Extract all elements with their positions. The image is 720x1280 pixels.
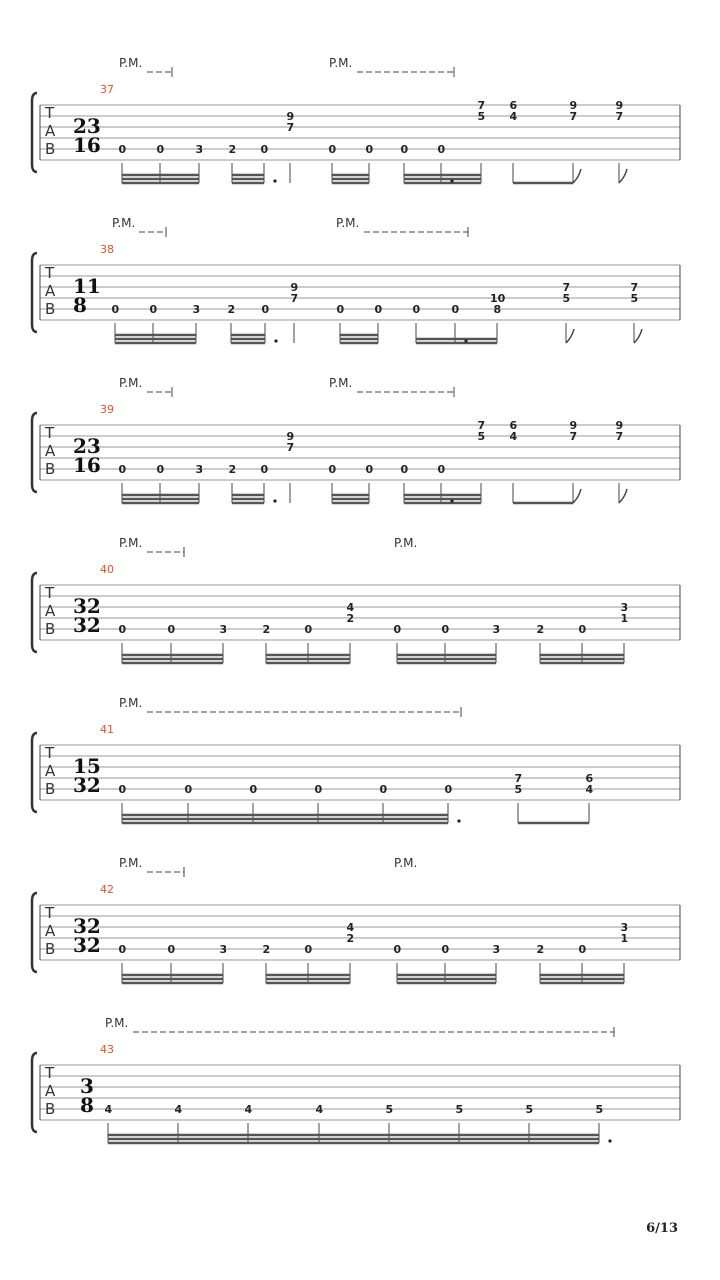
fret-number: 3	[492, 623, 501, 636]
fret-number: 0	[118, 463, 127, 476]
palm-mute-label: P.M.	[394, 536, 418, 550]
fret-number: 0	[441, 943, 450, 956]
fret-number: 7	[477, 419, 486, 432]
time-signature-top: 32	[73, 914, 101, 938]
fret-number: 7	[477, 99, 486, 112]
fret-number: 2	[346, 612, 355, 625]
fret-number: 0	[118, 783, 127, 796]
fret-number: 9	[615, 99, 624, 112]
fret-number: 0	[304, 623, 313, 636]
fret-number: 0	[365, 143, 374, 156]
fret-number: 3	[195, 143, 204, 156]
time-signature-top: 15	[73, 754, 101, 778]
fret-number: 7	[615, 430, 624, 443]
fret-number: 0	[578, 943, 587, 956]
fret-number: 5	[477, 430, 486, 443]
tab-clef-letter: B	[45, 620, 56, 638]
note-flag	[619, 169, 627, 183]
fret-number: 0	[118, 623, 127, 636]
fret-number: 4	[315, 1103, 324, 1116]
fret-number: 0	[260, 143, 269, 156]
tab-clef-letter: B	[45, 1100, 56, 1118]
system-brace	[32, 573, 37, 652]
fret-number: 0	[328, 143, 337, 156]
palm-mute-label: P.M.	[105, 1016, 129, 1030]
bar-number: 38	[100, 243, 114, 256]
fret-number: 0	[167, 623, 176, 636]
time-signature-top: 3	[80, 1074, 94, 1098]
fret-number: 4	[244, 1103, 253, 1116]
fret-number: 0	[336, 303, 345, 316]
fret-number: 4	[174, 1103, 183, 1116]
bar-number: 39	[100, 403, 114, 416]
note-flag	[573, 169, 581, 183]
palm-mute-label: P.M.	[119, 536, 143, 550]
system-brace	[32, 93, 37, 172]
system-brace	[32, 413, 37, 492]
fret-number: 2	[536, 943, 545, 956]
note-flag	[566, 329, 574, 343]
bar-number: 43	[100, 1043, 114, 1056]
fret-number: 3	[620, 921, 629, 934]
fret-number: 9	[615, 419, 624, 432]
system-brace	[32, 733, 37, 812]
fret-number: 7	[290, 292, 299, 305]
time-signature-top: 23	[73, 434, 101, 458]
palm-mute-label: P.M.	[119, 856, 143, 870]
palm-mute-label: P.M.	[329, 56, 353, 70]
augmentation-dot	[608, 1139, 611, 1142]
fret-number: 0	[578, 623, 587, 636]
tab-clef-letter: B	[45, 300, 56, 318]
fret-number: 7	[286, 441, 295, 454]
fret-number: 2	[262, 623, 271, 636]
fret-number: 7	[569, 110, 578, 123]
tab-clef-letter: A	[45, 122, 56, 140]
fret-number: 8	[493, 303, 502, 316]
fret-number: 2	[536, 623, 545, 636]
tab-clef-letter: T	[45, 424, 55, 442]
augmentation-dot	[450, 499, 453, 502]
tab-clef-letter: B	[45, 460, 56, 478]
augmentation-dot	[457, 819, 460, 822]
fret-number: 0	[118, 143, 127, 156]
fret-number: 0	[444, 783, 453, 796]
tab-clef-letter: B	[45, 780, 56, 798]
fret-number: 7	[514, 772, 523, 785]
palm-mute-label: P.M.	[119, 56, 143, 70]
fret-number: 0	[437, 463, 446, 476]
fret-number: 0	[441, 623, 450, 636]
fret-number: 4	[509, 110, 518, 123]
tab-clef-letter: T	[45, 904, 55, 922]
fret-number: 0	[149, 303, 158, 316]
time-signature-bottom: 8	[80, 1093, 94, 1117]
fret-number: 5	[525, 1103, 534, 1116]
fret-number: 0	[111, 303, 120, 316]
fret-number: 0	[412, 303, 421, 316]
fret-number: 0	[379, 783, 388, 796]
bar-number: 41	[100, 723, 114, 736]
time-signature-top: 23	[73, 114, 101, 138]
fret-number: 5	[562, 292, 571, 305]
tab-clef-letter: T	[45, 584, 55, 602]
fret-number: 2	[346, 932, 355, 945]
fret-number: 0	[261, 303, 270, 316]
fret-number: 3	[492, 943, 501, 956]
time-signature-top: 11	[73, 274, 101, 298]
tab-clef-letter: A	[45, 1082, 56, 1100]
fret-number: 9	[286, 430, 295, 443]
fret-number: 6	[509, 419, 518, 432]
fret-number: 0	[365, 463, 374, 476]
augmentation-dot	[464, 339, 467, 342]
fret-number: 4	[346, 921, 355, 934]
tab-clef-letter: B	[45, 140, 56, 158]
palm-mute-label: P.M.	[394, 856, 418, 870]
fret-number: 7	[286, 121, 295, 134]
fret-number: 9	[286, 110, 295, 123]
fret-number: 3	[195, 463, 204, 476]
fret-number: 0	[156, 143, 165, 156]
fret-number: 2	[227, 303, 236, 316]
tab-clef-letter: A	[45, 442, 56, 460]
tab-clef-letter: T	[45, 744, 55, 762]
fret-number: 6	[509, 99, 518, 112]
tab-clef-letter: T	[45, 264, 55, 282]
fret-number: 0	[184, 783, 193, 796]
fret-number: 0	[451, 303, 460, 316]
augmentation-dot	[273, 499, 276, 502]
system-brace	[32, 893, 37, 972]
fret-number: 0	[393, 943, 402, 956]
augmentation-dot	[450, 179, 453, 182]
fret-number: 0	[328, 463, 337, 476]
fret-number: 7	[569, 430, 578, 443]
fret-number: 3	[219, 623, 228, 636]
fret-number: 3	[219, 943, 228, 956]
tab-clef-letter: A	[45, 922, 56, 940]
fret-number: 10	[490, 292, 506, 305]
fret-number: 0	[304, 943, 313, 956]
fret-number: 4	[346, 601, 355, 614]
fret-number: 0	[393, 623, 402, 636]
fret-number: 2	[228, 463, 237, 476]
time-signature-bottom: 16	[73, 133, 101, 157]
tab-clef-letter: A	[45, 602, 56, 620]
fret-number: 2	[228, 143, 237, 156]
fret-number: 4	[585, 783, 594, 796]
fret-number: 0	[400, 463, 409, 476]
fret-number: 1	[620, 612, 629, 625]
tab-clef-letter: T	[45, 1064, 55, 1082]
fret-number: 0	[260, 463, 269, 476]
augmentation-dot	[273, 179, 276, 182]
tab-clef-letter: T	[45, 104, 55, 122]
fret-number: 9	[569, 419, 578, 432]
fret-number: 0	[249, 783, 258, 796]
tab-clef-letter: A	[45, 282, 56, 300]
fret-number: 5	[630, 292, 639, 305]
palm-mute-label: P.M.	[329, 376, 353, 390]
palm-mute-label: P.M.	[336, 216, 360, 230]
fret-number: 0	[437, 143, 446, 156]
fret-number: 5	[385, 1103, 394, 1116]
time-signature-bottom: 32	[73, 773, 101, 797]
note-flag	[573, 489, 581, 503]
tab-clef-letter: A	[45, 762, 56, 780]
time-signature-top: 32	[73, 594, 101, 618]
fret-number: 0	[374, 303, 383, 316]
fret-number: 0	[118, 943, 127, 956]
fret-number: 3	[620, 601, 629, 614]
fret-number: 0	[400, 143, 409, 156]
bar-number: 40	[100, 563, 114, 576]
augmentation-dot	[274, 339, 277, 342]
system-brace	[32, 1053, 37, 1132]
bar-number: 37	[100, 83, 114, 96]
fret-number: 9	[290, 281, 299, 294]
system-brace	[32, 253, 37, 332]
bar-number: 42	[100, 883, 114, 896]
time-signature-bottom: 8	[73, 293, 87, 317]
time-signature-bottom: 32	[73, 933, 101, 957]
fret-number: 7	[562, 281, 571, 294]
palm-mute-label: P.M.	[119, 376, 143, 390]
tab-clef-letter: B	[45, 940, 56, 958]
fret-number: 7	[615, 110, 624, 123]
page-number: 6/13	[646, 1221, 678, 1236]
palm-mute-label: P.M.	[112, 216, 136, 230]
fret-number: 9	[569, 99, 578, 112]
fret-number: 0	[167, 943, 176, 956]
time-signature-bottom: 16	[73, 453, 101, 477]
fret-number: 5	[477, 110, 486, 123]
fret-number: 4	[104, 1103, 113, 1116]
time-signature-bottom: 32	[73, 613, 101, 637]
fret-number: 3	[192, 303, 201, 316]
note-flag	[634, 329, 642, 343]
fret-number: 6	[585, 772, 594, 785]
fret-number: 5	[595, 1103, 604, 1116]
fret-number: 2	[262, 943, 271, 956]
note-flag	[619, 489, 627, 503]
palm-mute-label: P.M.	[119, 696, 143, 710]
fret-number: 5	[455, 1103, 464, 1116]
fret-number: 0	[156, 463, 165, 476]
fret-number: 5	[514, 783, 523, 796]
fret-number: 0	[314, 783, 323, 796]
fret-number: 4	[509, 430, 518, 443]
fret-number: 1	[620, 932, 629, 945]
fret-number: 7	[630, 281, 639, 294]
